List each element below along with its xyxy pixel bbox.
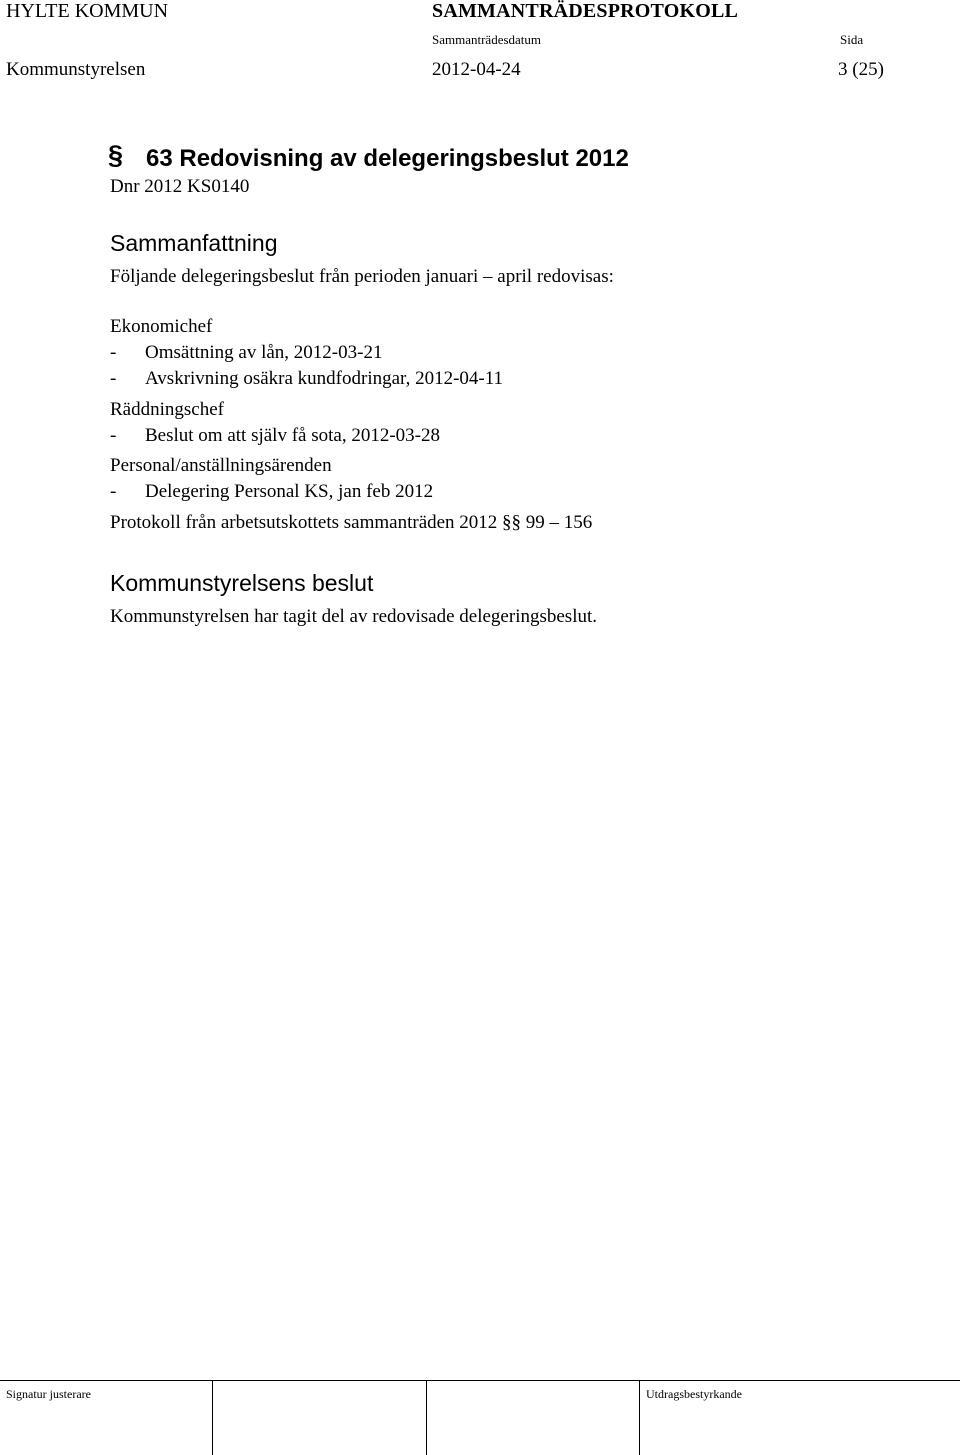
meeting-date-label: Sammanträdesdatum [432, 32, 542, 47]
list-item [110, 425, 440, 447]
list-bullet: - [110, 425, 117, 446]
group-role-personal: Personal/anställningsärenden [110, 455, 332, 476]
page-label: Sida [840, 32, 864, 47]
signature-label: Signatur justerare [6, 1387, 91, 1401]
decision-heading: Kommunstyrelsens beslut [110, 570, 374, 596]
committee-name: Kommunstyrelsen [6, 59, 146, 80]
signature-box [212, 1381, 427, 1455]
decision-text: Kommunstyrelsen har tagit del av redovisade delegeringsbeslut. [110, 606, 598, 627]
section-title: 63 Redovisning av delegeringsbeslut 2012 [146, 145, 629, 172]
protocol-reference: Protokoll från arbetsutskottets sammanträden 2012 §§ 99 – 156 [110, 512, 593, 533]
list-bullet: - [110, 368, 117, 389]
list-item-text: Avskrivning osäkra kundfodringar, 2012-04-11 [145, 368, 504, 389]
group-role-raddningschef: Räddningschef [110, 399, 224, 420]
page-number: 3 (25) [838, 59, 884, 80]
section-sign: § [108, 140, 124, 170]
signature-cell [0, 1381, 212, 1455]
extract-cell [639, 1381, 960, 1455]
list-item [110, 342, 382, 364]
list-item-text: Omsättning av lån, 2012-03-21 [145, 342, 383, 363]
list-bullet: - [110, 342, 117, 363]
signature-footer [0, 1380, 960, 1455]
diary-number: Dnr 2012 KS0140 [110, 176, 250, 197]
list-item-text: Beslut om att själv få sota, 2012-03-28 [145, 425, 440, 446]
document-type: SAMMANTRÄDESPROTOKOLL [432, 0, 739, 22]
group-role-ekonomichef: Ekonomichef [110, 316, 213, 337]
organization-name: HYLTE KOMMUN [6, 0, 169, 22]
list-item [110, 368, 503, 390]
summary-intro: Följande delegeringsbeslut från perioden januari – april redovisas: [110, 266, 614, 287]
signature-box [426, 1381, 640, 1455]
extract-label: Utdragsbestyrkande [646, 1387, 742, 1401]
list-bullet: - [110, 481, 117, 502]
summary-heading: Sammanfattning [110, 230, 278, 256]
list-item [110, 481, 433, 503]
list-item-text: Delegering Personal KS, jan feb 2012 [145, 481, 434, 502]
meeting-date: 2012-04-24 [432, 59, 521, 80]
